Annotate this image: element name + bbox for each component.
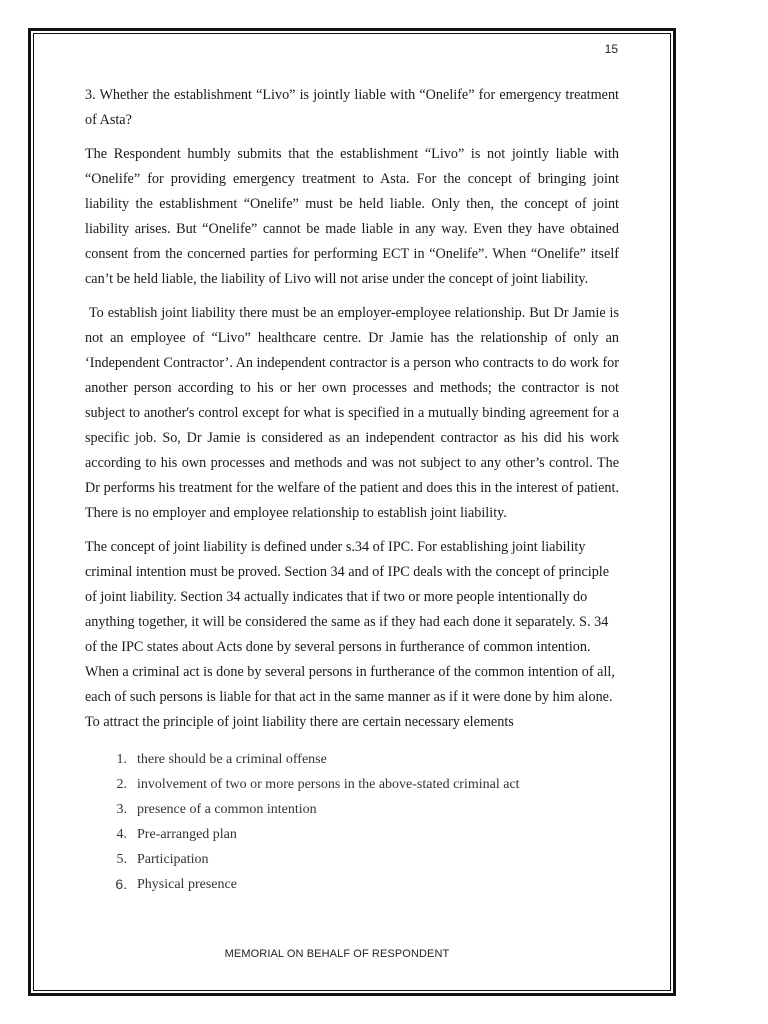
list-item bbox=[103, 772, 619, 797]
necessary-elements-list bbox=[85, 747, 619, 897]
document-body bbox=[85, 83, 619, 897]
list-item-text: Physical presence bbox=[137, 877, 237, 892]
list-item-text: Participation bbox=[137, 852, 209, 867]
list-item bbox=[103, 747, 619, 772]
list-item-number: 1. bbox=[116, 752, 127, 767]
list-item-text: involvement of two or more persons in the above-stated criminal act bbox=[137, 777, 520, 792]
list-item bbox=[103, 797, 619, 822]
paragraph-independent-contractor: To establish joint liability there must be an employer-employee relationship. But Dr Jamie is not an employee of “Livo” healthcare centre. Dr Jamie has the relationship of only an ‘Independent Contractor’. An independent contractor is a person who contracts to do work for another person according to his or her own processes and methods; the contractor is not subject to another's control except for what is specified in a mutually binding agreement for a specific job. So, Dr Jamie is considered as an independent contractor as his did his work according to his own processes and methods and was not subject to any other’s control. The Dr performs his treatment for the welfare of the patient and does this in the interest of patient. There is no employer and employee relationship to establish joint liability. bbox=[85, 305, 619, 521]
list-item-text: there should be a criminal offense bbox=[137, 752, 327, 767]
list-item-text: presence of a common intention bbox=[137, 802, 317, 817]
list-item bbox=[103, 822, 619, 847]
list-item-number: 3. bbox=[116, 802, 127, 817]
list-item-number: 5. bbox=[116, 852, 127, 867]
page-number: 15 bbox=[604, 42, 618, 56]
list-item bbox=[103, 847, 619, 872]
list-item-number: 6. bbox=[115, 876, 127, 892]
page-footer: MEMORIAL ON BEHALF OF RESPONDENT bbox=[224, 948, 450, 960]
list-item-text: Pre-arranged plan bbox=[137, 827, 237, 842]
list-item-number: 4. bbox=[116, 827, 127, 842]
list-item bbox=[103, 872, 619, 897]
list-item-number: 2. bbox=[116, 777, 127, 792]
paragraph-section-34: The concept of joint liability is defined under s.34 of IPC. For establishing joint liability criminal intention must be proved. Section 34 and of IPC deals with the concept of principle of joint liability. Section 34 actually indicates that if two or more people intentionally do anything together, it will be considered the same as if they had each done it separately. S. 34 of the IPC states about Acts done by several persons in furtherance of common intention. When a criminal act is done by several persons in furtherance of the common intention of all, each of such persons is liable for that act in the same manner as if it were done by him alone. To attract the principle of joint liability there are certain necessary elements bbox=[85, 539, 615, 730]
paragraph-submission: The Respondent humbly submits that the establishment “Livo” is not jointly liable with “Onelife” for providing emergency treatment to Asta. For the concept of bringing joint liability the establishment “Onelife” must be held liable. Only then, the concept of joint liability arises. But “Onelife” cannot be made liable in any way. Even they have obtained consent from the concerned parties for performing ECT in “Onelife”. When “Onelife” itself can’t be held liable, the liability of Livo will not arise under the concept of joint liability. bbox=[85, 146, 619, 287]
issue-question: 3. Whether the establishment “Livo” is jointly liable with “Onelife” for emergency treatment of Asta? bbox=[85, 87, 619, 128]
